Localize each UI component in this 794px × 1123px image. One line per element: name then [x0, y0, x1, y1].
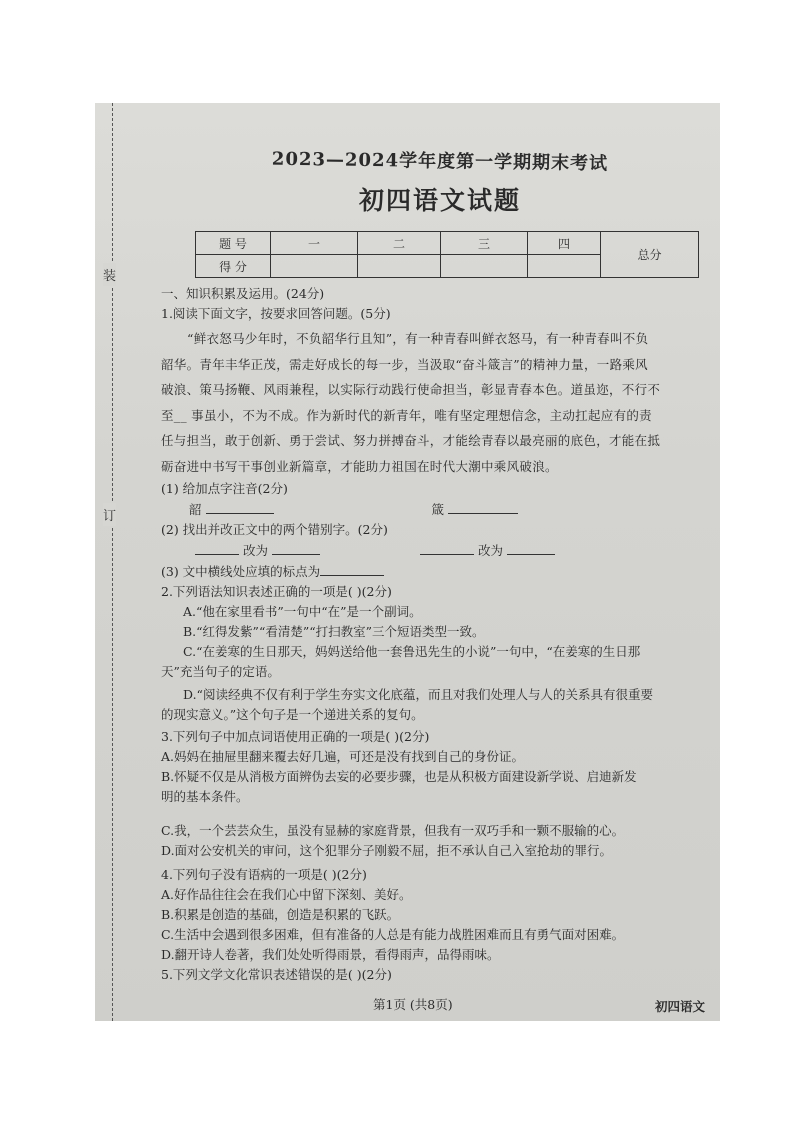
- question-1-stem: 1.阅读下面文字，按要求回答问题。(5分): [161, 306, 391, 321]
- exam-name: 2023—2024学年度第一学期期末考试: [271, 148, 609, 175]
- gaiwei-label: 改为: [242, 543, 268, 558]
- score-table: [195, 231, 699, 278]
- option: A.“他在家里看书”一句中“在”是一个副词。: [183, 604, 422, 619]
- correction-blank-2[interactable]: [507, 540, 555, 555]
- reading-passage: [161, 326, 709, 479]
- question-3-stem: 3.下列句子中加点词语使用正确的一项是( )(2分): [161, 729, 430, 744]
- subquestion-3: [161, 561, 709, 582]
- page-title: 初四语文试题: [358, 186, 521, 215]
- score-table-column: 三: [441, 232, 528, 255]
- option: D.“阅读经典不仅有利于学生夯实文化底蕴，而且对我们处理人与人的关系具有很重要: [183, 687, 653, 702]
- exam-paper: [95, 103, 720, 1021]
- typo-blank-2[interactable]: [420, 540, 474, 555]
- option-continued: 天”充当句子的定语。: [161, 664, 280, 679]
- passage-line: 至__ 事虽小，不为不成。作为新时代的新青年，唯有坚定理想信念，主动扛起应有的责: [161, 407, 652, 423]
- option: C.生活中会遇到很多困难，但有准备的人总是有能力战胜困难而且有勇气面对困难。: [161, 927, 625, 942]
- question-5-stem: 5.下列文学文化常识表述错误的是( )(2分): [161, 967, 392, 982]
- score-cell: [358, 255, 441, 278]
- option-continued: 明的基本条件。: [161, 789, 249, 804]
- passage-line: “鲜衣怒马少年时，不负韶华行且知”，有一种青春叫鲜衣怒马，有一种青春叫不负: [187, 331, 649, 346]
- option: A.妈妈在抽屉里翻来覆去好几遍，可还是没有找到自己的身份证。: [161, 749, 525, 764]
- option: D.翻开诗人卷著，我们处处听得雨景，看得雨声，品得雨味。: [161, 947, 500, 962]
- option: C.我，一个芸芸众生，虽没有显赫的家庭背景，但我有一双巧手和一颗不服输的心。: [161, 823, 625, 838]
- pinyin-row: [161, 499, 709, 520]
- score-table-column: 一: [271, 232, 358, 255]
- question-2-stem: 2.下列语法知识表述正确的一项是( )(2分): [161, 584, 392, 599]
- score-cell: [441, 255, 528, 278]
- footer-subject: 初四语文: [655, 999, 706, 1014]
- pinyin-blank-a[interactable]: [206, 499, 274, 514]
- typo-row: [161, 540, 709, 561]
- passage-line: 砺奋进中书写干事创业新篇章，才能助力祖国在时代大潮中乘风破浪。: [161, 458, 558, 474]
- passage-line: 破浪、策马扬鞭、风雨兼程，以实际行动践行使命担当，彰显青春本色。道虽迩，不行不: [161, 382, 661, 397]
- subquestion-1: (1) 给加点字注音(2分): [161, 481, 288, 496]
- page-number: 第1页 (共8页): [373, 997, 453, 1012]
- option: B.“红得发紫”“看清楚”“打扫教室”三个短语类型一致。: [183, 624, 485, 639]
- option: B.怀疑不仅是从消极方面辨伪去妄的必要步骤，也是从积极方面建设新学说、启迪新发: [161, 769, 637, 784]
- score-cell: [271, 255, 358, 278]
- margin-label-zhuang: 装: [103, 263, 116, 286]
- question-4-stem: 4.下列句子没有语病的一项是( )(2分): [161, 867, 367, 882]
- option: D.面对公安机关的审问，这个犯罪分子刚毅不屈，拒不承认自己入室抢劫的罪行。: [161, 843, 613, 858]
- passage-line: 韶华。青年丰华正茂，需走好成长的每一步，当汲取“奋斗箴言”的精神力量，一路乘风: [161, 356, 648, 372]
- score-table-column: 二: [358, 232, 441, 255]
- binding-dashed-line: [112, 103, 113, 1021]
- pinyin-char-b: 箴: [431, 502, 444, 517]
- gaiwei-label: 改为: [477, 543, 503, 558]
- score-table-total: 总分: [601, 232, 699, 278]
- correction-blank-1[interactable]: [272, 540, 320, 555]
- score-table-column: 四: [528, 232, 601, 255]
- subquestion-2: (2) 找出并改正文中的两个错别字。(2分): [161, 522, 388, 537]
- score-table-row-label: 题 号: [196, 232, 271, 255]
- score-cell: [528, 255, 601, 278]
- punctuation-blank[interactable]: [320, 561, 384, 576]
- option: A.好作品往往会在我们心中留下深刻、美好。: [161, 887, 412, 902]
- option: C.“在姜寒的生日那天，妈妈送给他一套鲁迅先生的小说”一句中，“在姜寒的生日那: [183, 644, 641, 659]
- passage-line: 任与担当，敢于创新、勇于尝试、努力拼搏奋斗，才能绘青春以最亮丽的底色，才能在抵: [161, 433, 661, 448]
- subquestion-3-text: (3) 文中横线处应填的标点为: [161, 564, 321, 579]
- score-table-row-label: 得 分: [196, 255, 271, 278]
- margin-label-ding: 订: [103, 503, 116, 526]
- pinyin-blank-b[interactable]: [448, 499, 518, 514]
- section-heading: 一、知识积累及运用。(24分): [161, 286, 325, 301]
- exam-content: [161, 284, 709, 985]
- pinyin-char-a: 韶: [189, 502, 202, 517]
- typo-blank-1[interactable]: [195, 540, 239, 555]
- option-continued: 的现实意义。”这个句子是一个递进关系的复句。: [161, 707, 424, 722]
- option: B.积累是创造的基础，创造是积累的飞跃。: [161, 907, 400, 922]
